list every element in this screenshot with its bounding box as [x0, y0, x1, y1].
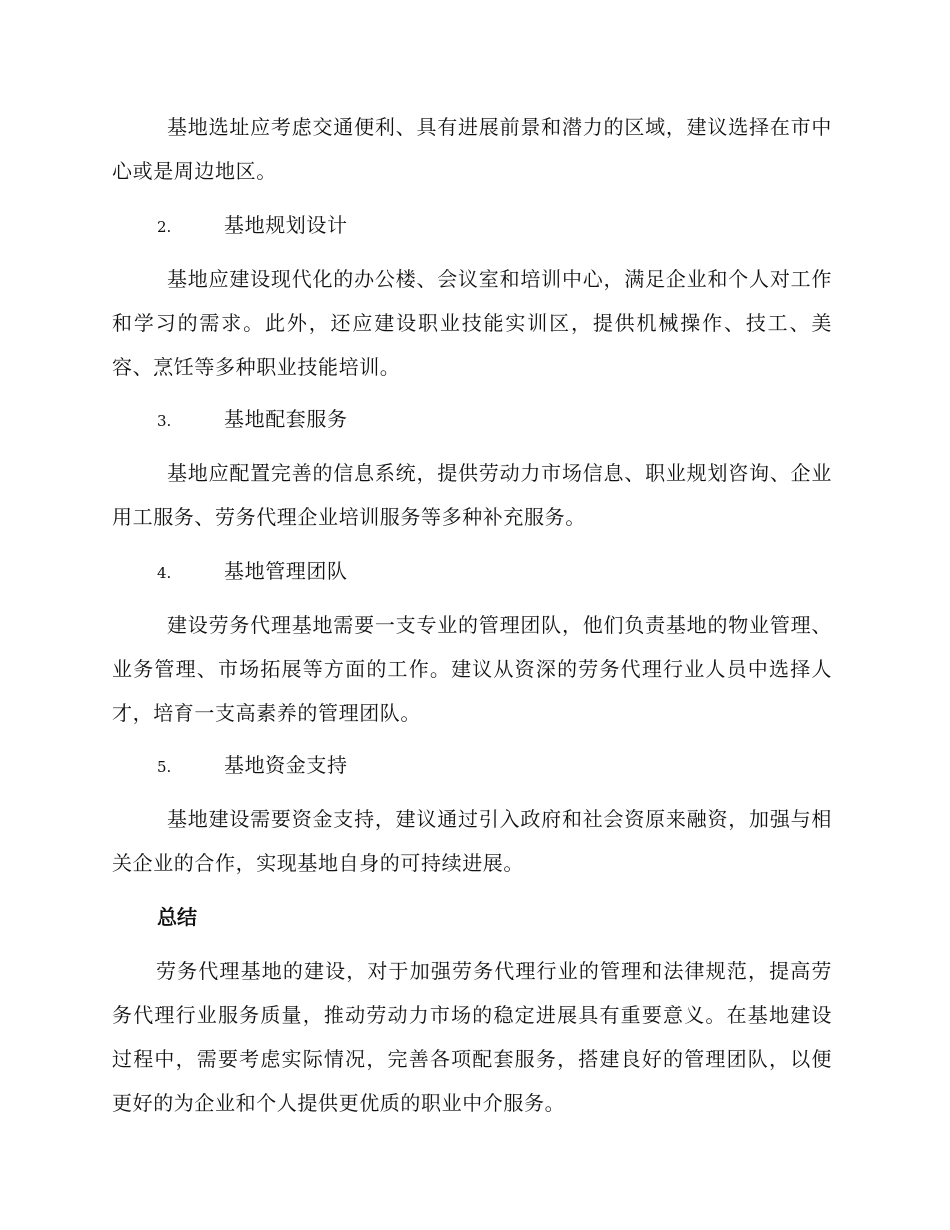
section-number: 2. [157, 218, 172, 236]
summary-paragraph: 劳务代理基地的建设，对于加强劳务代理行业的管理和法律规范，提高劳务代理行业服务质量，推动劳动力市场的稳定进展具有重要意义。在基地建设过程中，需要考虑实际情况，完善各项配套服务，搭建良好的管理团队，以便更好的为企业和个人提供更优质的职业中介服务。 [112, 959, 832, 1115]
section-title: 基地管理团队 [224, 559, 348, 583]
section-body-3: 基地应配置完善的信息系统，提供劳动力市场信息、职业规划咨询、企业用工服务、劳务代理企业培训服务等多种补充服务。 [112, 461, 832, 529]
section-heading-5 [157, 743, 348, 787]
section-body-4: 建设劳务代理基地需要一支专业的管理团队，他们负责基地的物业管理、业务管理、市场拓展等方面的工作。建议从资深的劳务代理行业人员中选择人才，培育一支高素养的管理团队。 [112, 613, 832, 725]
section-body-2: 基地应建设现代化的办公楼、会议室和培训中心，满足企业和个人对工作和学习的需求。此外，还应建设职业技能实训区，提供机械操作、技工、美容、烹饪等多种职业技能培训。 [112, 267, 832, 379]
section-number: 5. [157, 758, 172, 776]
section-heading-2 [157, 203, 348, 247]
section-number: 4. [157, 564, 172, 582]
section-title: 基地资金支持 [224, 753, 348, 777]
summary-heading: 总结 [157, 905, 197, 929]
section-title: 基地规划设计 [224, 213, 348, 237]
section-body-5: 基地建设需要资金支持，建议通过引入政府和社会资原来融资，加强与相关企业的合作，实现基地自身的可持续进展。 [112, 807, 832, 875]
section-heading-4 [157, 549, 348, 593]
intro-paragraph: 基地选址应考虑交通便利、具有进展前景和潜力的区域，建议选择在市中心或是周边地区。 [112, 115, 832, 183]
section-heading-3 [157, 397, 348, 441]
section-title: 基地配套服务 [224, 407, 348, 431]
section-number: 3. [157, 412, 172, 430]
